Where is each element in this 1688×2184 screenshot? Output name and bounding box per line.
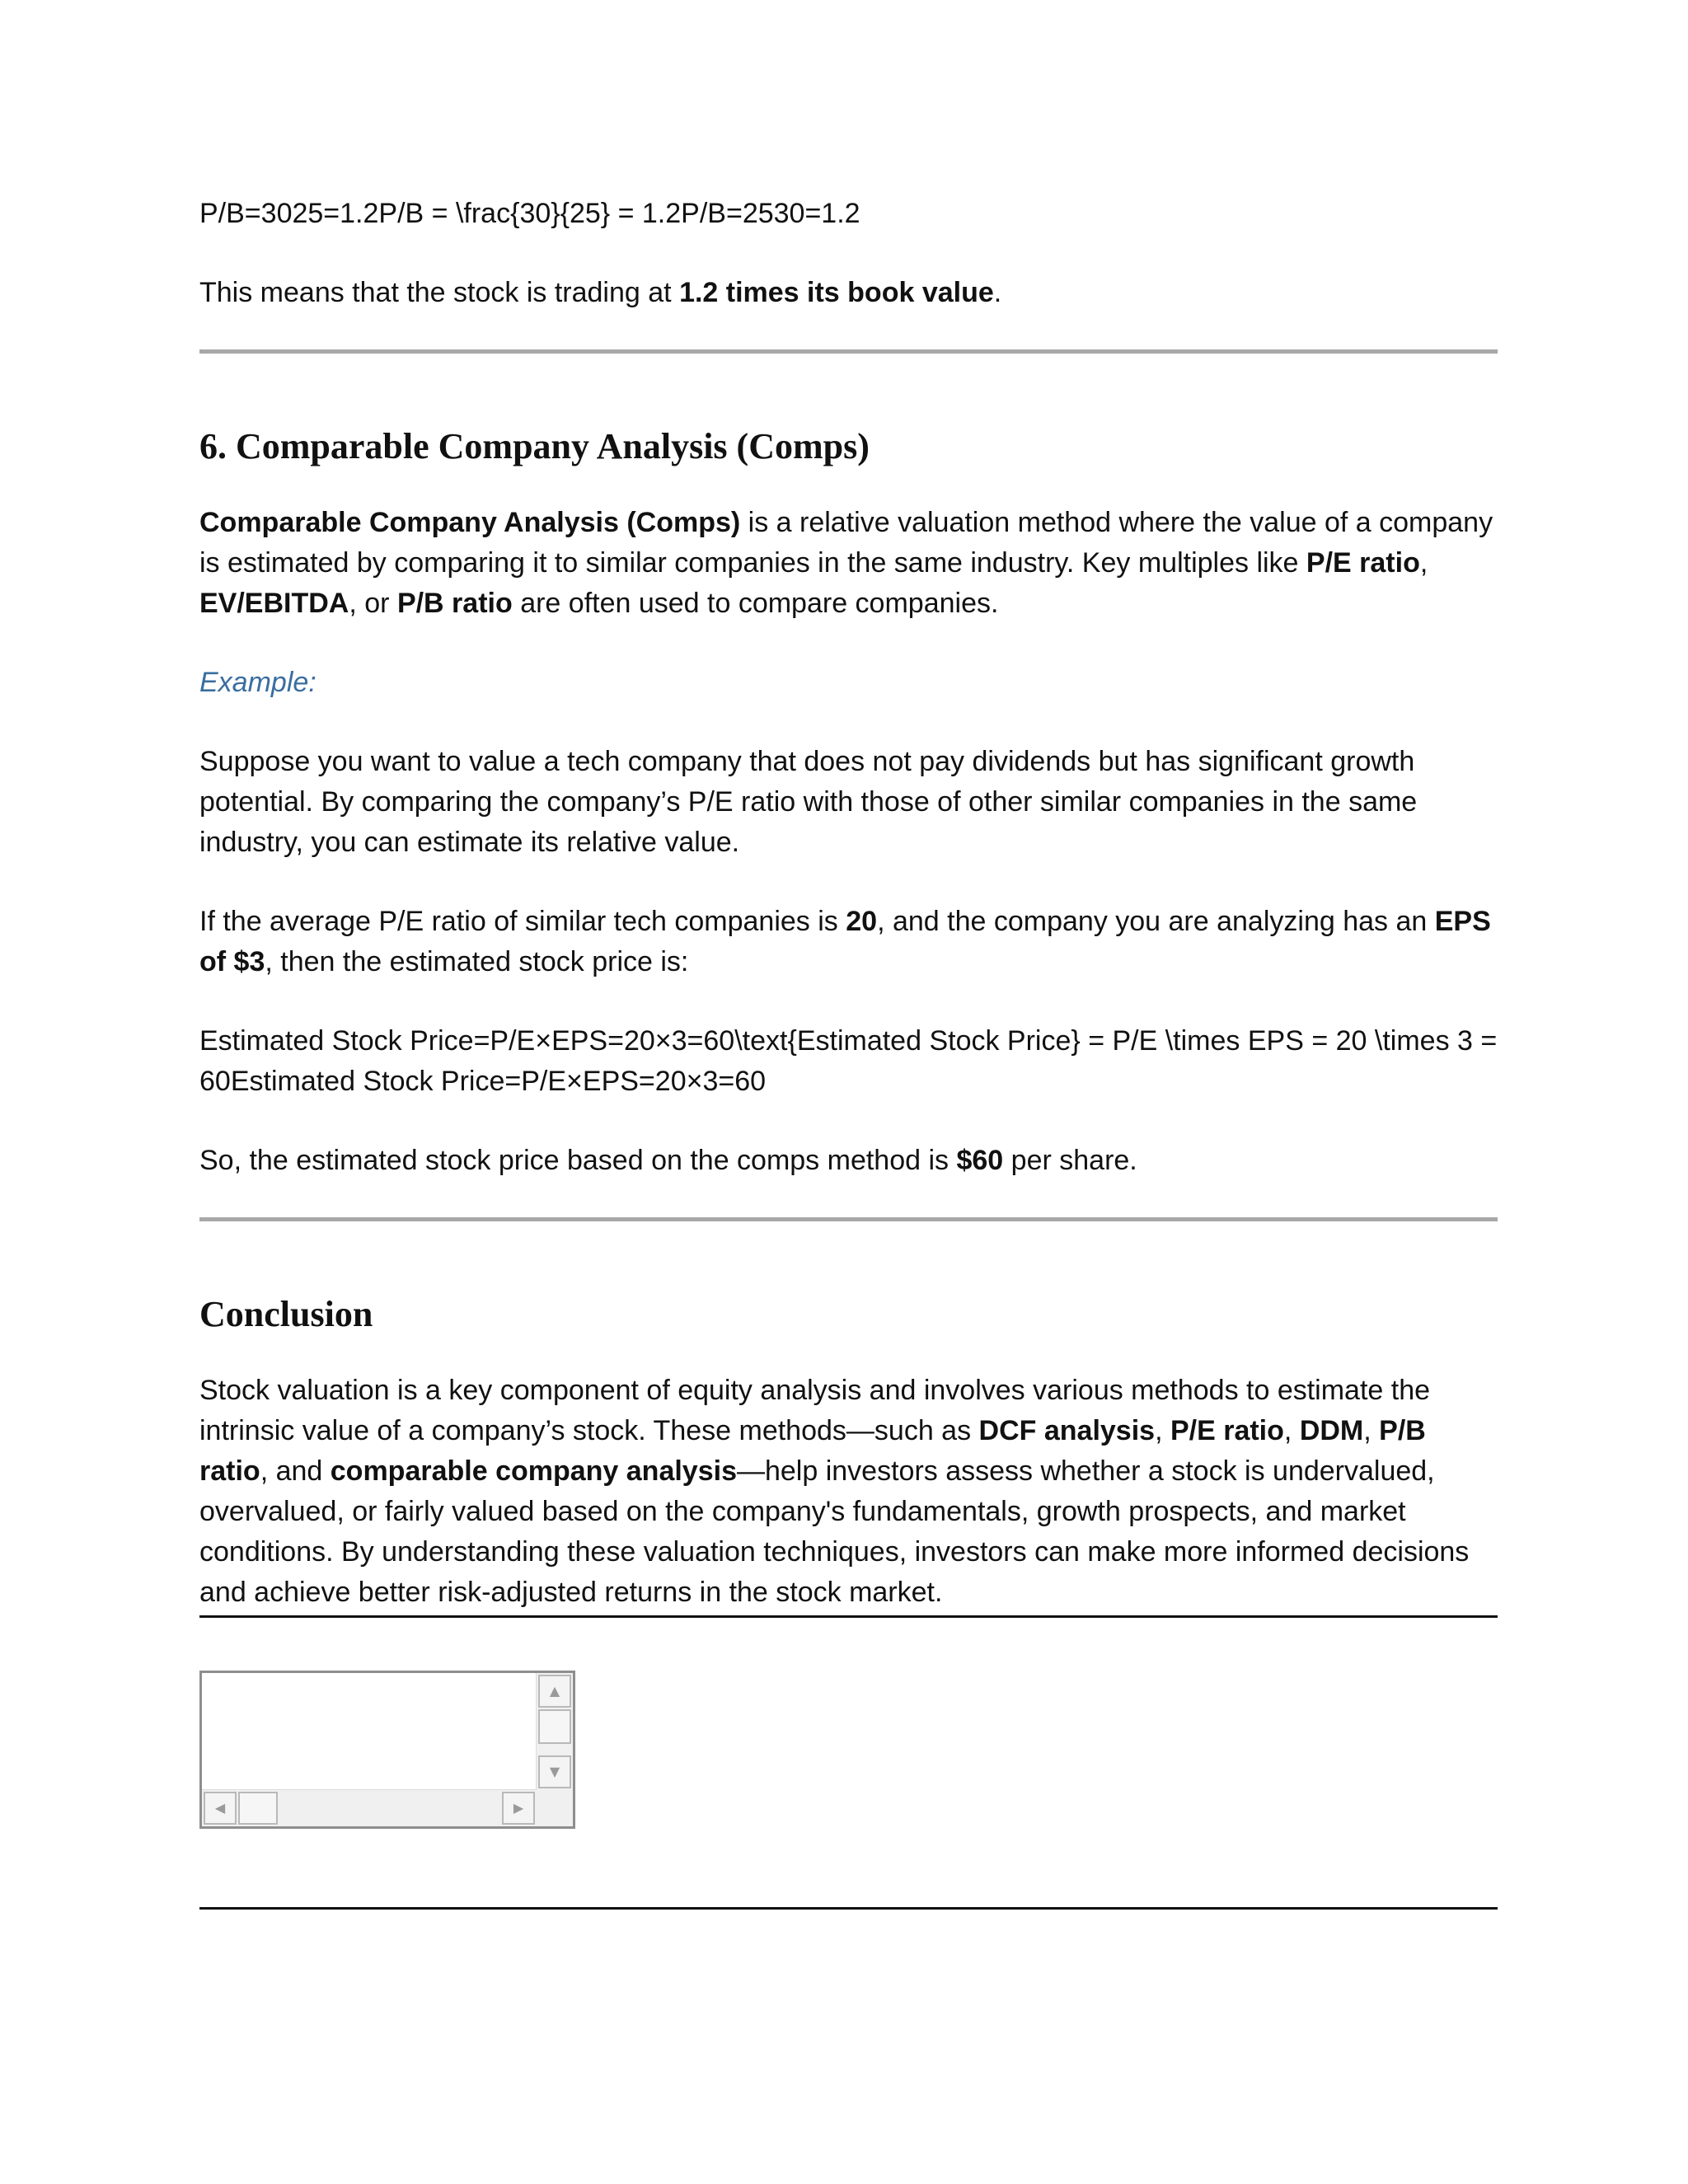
scroll-up-button[interactable]: ▲ bbox=[538, 1675, 571, 1708]
comps-term: comparable company analysis bbox=[330, 1455, 737, 1487]
horizontal-scrollbar[interactable] bbox=[202, 1789, 537, 1826]
listbox-widget[interactable] bbox=[199, 1671, 575, 1829]
conclusion-text-end: —help investors assess whether a stock is undervalued, overvalued, or fairly valued based on the company's fundamentals, growth prospects, and market conditions. By understanding these valuation techniques, investors can make more informed decisions and achieve better risk-adjusted returns in the stock market. bbox=[199, 1455, 1470, 1608]
average-pe-value: 20 bbox=[846, 906, 878, 937]
section-heading: 6. Comparable Company Analysis (Comps) bbox=[199, 426, 870, 466]
dcf-term: DCF analysis bbox=[978, 1415, 1156, 1446]
pb-meaning-bold: 1.2 times its book value bbox=[679, 277, 994, 308]
horizontal-rule bbox=[199, 1907, 1498, 1910]
conclusion-sep-4: , and bbox=[260, 1455, 331, 1487]
pe-term: P/E ratio bbox=[1170, 1415, 1284, 1446]
pb-meaning-text: This means that the stock is trading at bbox=[199, 277, 680, 308]
scrollbar-corner bbox=[537, 1790, 573, 1826]
example-average bbox=[199, 902, 1498, 982]
vertical-scrollbar[interactable] bbox=[536, 1673, 573, 1790]
ev-ebitda-term: EV/EBITDA bbox=[199, 588, 349, 619]
horizontal-rule bbox=[199, 1615, 1498, 1618]
price-formula: Estimated Stock Price=P/E×EPS=20×3=60\text{Estimated Stock Price} = P/E \times EPS = 20 \times 3 = 60Estimated Stock Price=P/E×EPS=20×3=60 bbox=[199, 1025, 1498, 1097]
pb-meaning bbox=[199, 273, 1498, 313]
conclusion-text-1: Stock valuation is a key component of equity analysis and involves various methods to estimate the intrinsic value of a company’s stock. These methods—such as bbox=[199, 1375, 1431, 1446]
example-suppose: Suppose you want to value a tech company that does not pay dividends but has significant growth potential. By comparing the company’s P/E ratio with those of other similar companies in the same industry, you can estimate its relative value. bbox=[199, 746, 1418, 858]
section-divider bbox=[199, 349, 1498, 354]
comps-intro-end: are often used to compare companies. bbox=[512, 588, 999, 619]
conclusion-sep-3: , bbox=[1363, 1415, 1380, 1446]
example-average-mid: , and the company you are analyzing has an bbox=[877, 906, 1435, 937]
comps-result-text: So, the estimated stock price based on the comps method is bbox=[199, 1145, 957, 1176]
estimated-price: $60 bbox=[956, 1145, 1004, 1176]
scroll-down-button[interactable]: ▼ bbox=[538, 1755, 571, 1788]
horizontal-scroll-thumb[interactable] bbox=[238, 1792, 278, 1825]
vertical-scroll-thumb[interactable] bbox=[538, 1709, 571, 1744]
comps-result bbox=[199, 1141, 1498, 1181]
conclusion-sep-1: , bbox=[1155, 1415, 1170, 1446]
listbox-content[interactable] bbox=[204, 1675, 535, 1788]
comps-intro bbox=[199, 503, 1498, 624]
conclusion-heading: Conclusion bbox=[199, 1294, 373, 1334]
document-content bbox=[199, 194, 1498, 1613]
comps-result-end: per share. bbox=[1003, 1145, 1137, 1176]
example-label: Example: bbox=[199, 667, 316, 698]
comps-intro-text: is a relative valuation method where the value of a company is estimated by comparing it to similar companies in the same industry. Key multiples like bbox=[199, 507, 1493, 579]
pb-term: P/B ratio bbox=[199, 1415, 1426, 1487]
comps-intro-bold: Comparable Company Analysis (Comps) bbox=[199, 507, 741, 538]
eps-value: EPS of $3 bbox=[199, 906, 1491, 977]
conclusion-text bbox=[199, 1371, 1498, 1613]
example-average-end: , then the estimated stock price is: bbox=[265, 946, 689, 977]
example-average-text: If the average P/E ratio of similar tech companies is bbox=[199, 906, 846, 937]
section-divider bbox=[199, 1217, 1498, 1221]
pb-meaning-end: . bbox=[993, 277, 1002, 308]
scroll-left-button[interactable]: ◀ bbox=[204, 1792, 237, 1825]
comps-intro-or: , or bbox=[349, 588, 397, 619]
comps-intro-sep: , bbox=[1419, 547, 1428, 579]
ddm-term: DDM bbox=[1299, 1415, 1364, 1446]
pe-ratio-term: P/E ratio bbox=[1306, 547, 1420, 579]
conclusion-sep-2: , bbox=[1283, 1415, 1300, 1446]
pb-formula: P/B=3025=1.2P/B = \frac{30}{25} = 1.2P/B=2530=1.2 bbox=[199, 198, 860, 229]
scroll-right-button[interactable]: ▶ bbox=[502, 1792, 535, 1825]
pb-ratio-term: P/B ratio bbox=[396, 588, 513, 619]
